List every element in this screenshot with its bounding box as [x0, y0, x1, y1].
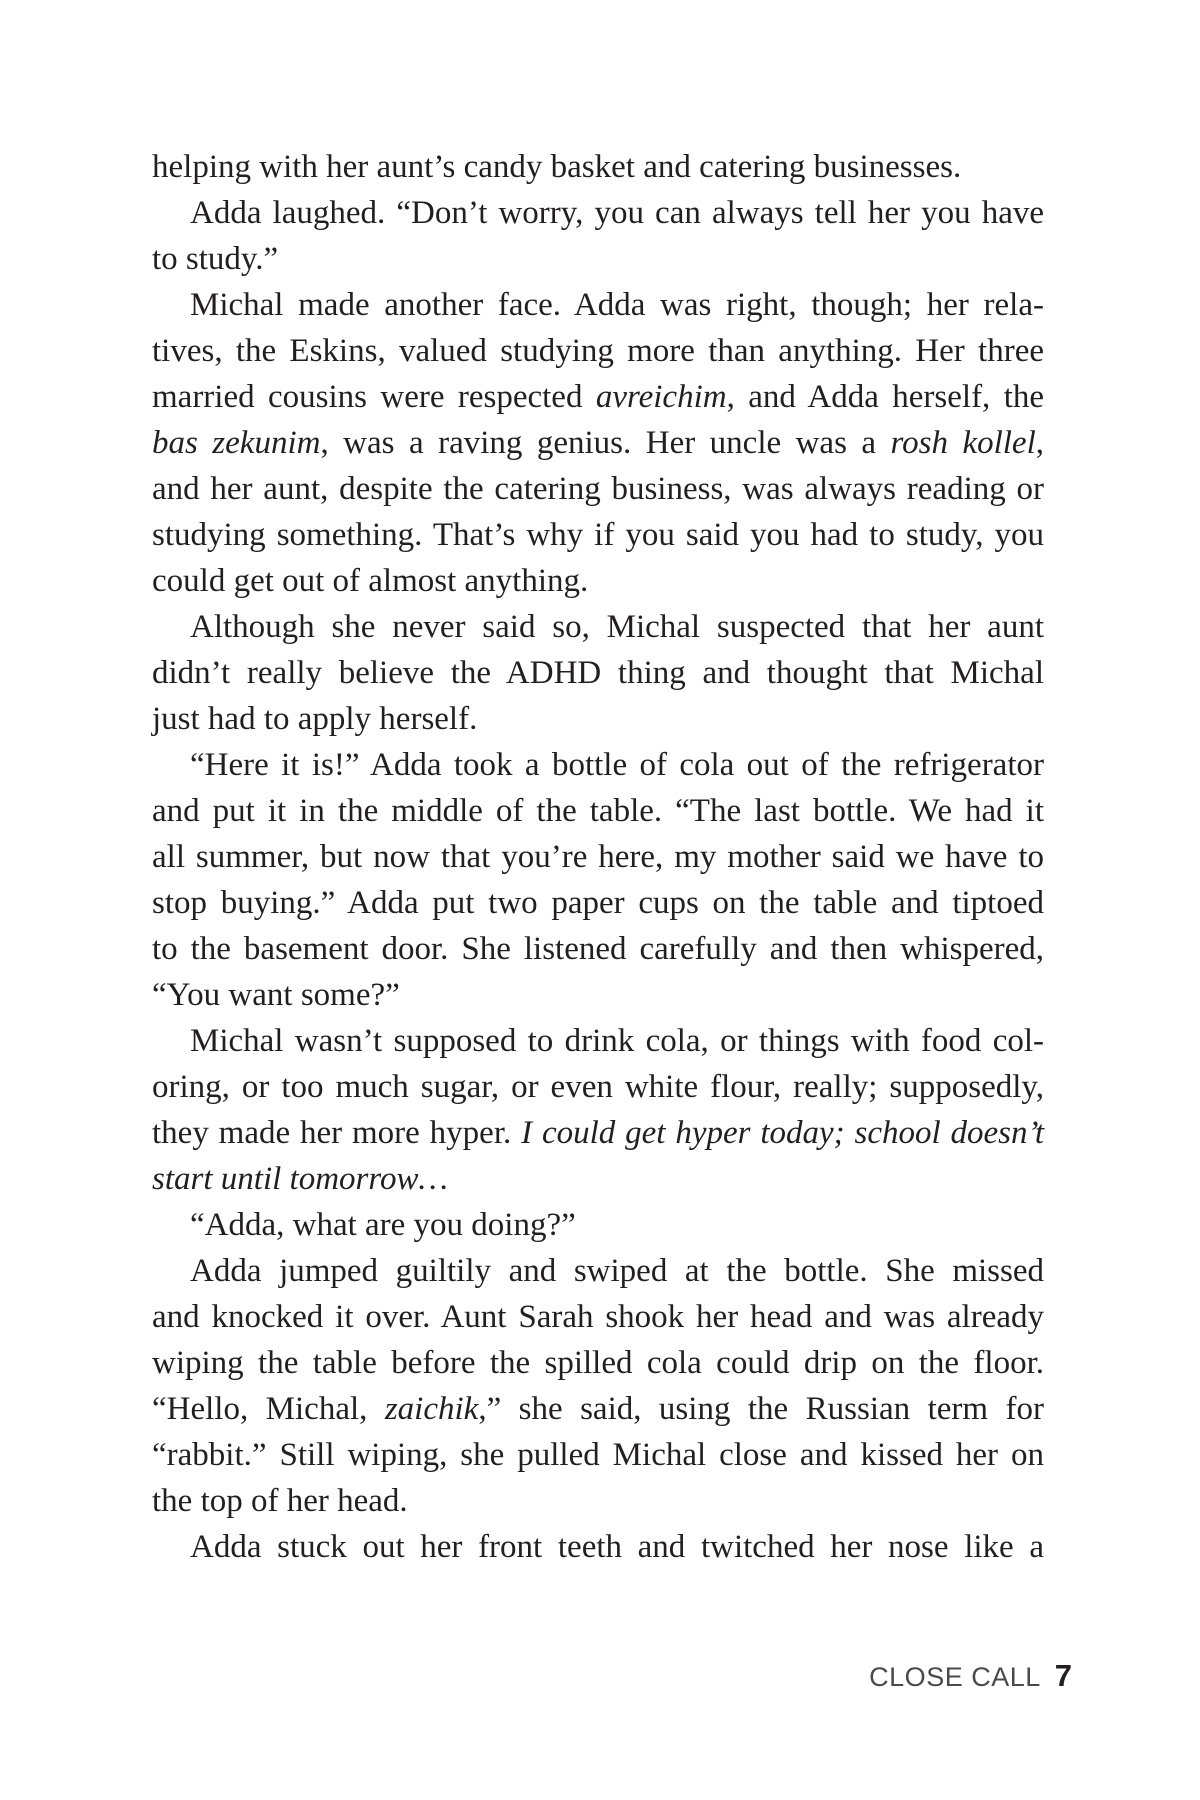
text-line: just had to apply herself. — [152, 701, 478, 737]
text-line: tives, the Eskins, valued studying more than anything. Her three — [152, 333, 1044, 369]
text-line: oring, or too much sugar, or even white flour, really; supposedly, — [152, 1069, 1044, 1105]
text-line: “Here it is!” Adda took a bottle of cola out of the refrigerator — [190, 747, 1044, 783]
text-line: didn’t really believe the ADHD thing and thought that Michal — [152, 655, 1044, 691]
text-line: and knocked it over. Aunt Sarah shook her head and was already — [152, 1299, 1044, 1335]
body-text — [152, 144, 1044, 1570]
text-run: they made her more hyper. — [152, 1115, 522, 1151]
text-line: and her aunt, despite the catering business, was always reading or — [152, 471, 1044, 507]
text-run: ,” she said, using the Russian term for — [478, 1391, 1044, 1427]
text-line: Michal wasn’t supposed to drink cola, or things with food col- — [190, 1023, 1044, 1059]
page-footer — [869, 1658, 1072, 1698]
text-line: Adda jumped guiltily and swiped at the bottle. She missed — [190, 1253, 1044, 1289]
text-line: “rabbit.” Still wiping, she pulled Michal close and kissed her on — [152, 1437, 1044, 1473]
text-line — [152, 1156, 1044, 1202]
text-run: “Hello, Michal, — [152, 1391, 385, 1427]
page-number: 7 — [1054, 1658, 1072, 1693]
text-line: helping with her aunt’s candy basket and catering businesses. — [152, 149, 962, 185]
text-line: Adda stuck out her front teeth and twitched her nose like a — [190, 1529, 1044, 1565]
text-run: , — [1035, 425, 1044, 461]
text-run: , and Adda herself, the — [726, 379, 1045, 415]
text-line: Michal made another face. Adda was right, though; her rela- — [190, 287, 1044, 323]
text-line: studying something. That’s why if you said you had to study, you — [152, 517, 1044, 553]
italic-text: I could get hyper today; school doesn’t — [521, 1115, 1044, 1151]
text-run: married cousins were respected — [152, 379, 596, 415]
text-line: stop buying.” Adda put two paper cups on the table and tiptoed — [152, 885, 1044, 921]
text-line: the top of her head. — [152, 1483, 408, 1519]
italic-text: start until tomorrow… — [152, 1161, 448, 1197]
italic-text: avreichim — [595, 379, 727, 415]
text-line: all summer, but now that you’re here, my mother said we have to — [152, 839, 1044, 875]
text-run: , was a raving genius. Her uncle was a — [320, 425, 891, 461]
text-line: Adda laughed. “Don’t worry, you can always tell her you have — [190, 195, 1044, 231]
text-line: “You want some?” — [152, 977, 400, 1013]
text-line: to study.” — [152, 241, 279, 277]
text-line: Although she never said so, Michal suspected that her aunt — [190, 609, 1044, 645]
running-head: CLOSE CALL — [869, 1662, 1041, 1692]
italic-text: bas zekunim — [152, 425, 321, 461]
text-line: could get out of almost anything. — [152, 563, 589, 599]
text-line — [152, 1386, 1044, 1432]
text-line — [152, 374, 1044, 420]
italic-text: zaichik — [384, 1391, 479, 1427]
text-line: to the basement door. She listened carefully and then whispered, — [152, 931, 1044, 967]
text-line — [152, 1110, 1044, 1156]
text-line: “Adda, what are you doing?” — [190, 1207, 576, 1243]
text-line: and put it in the middle of the table. “The last bottle. We had it — [152, 793, 1044, 829]
italic-text: rosh kollel — [890, 425, 1036, 461]
text-line — [152, 420, 1044, 466]
text-line: wiping the table before the spilled cola could drip on the floor. — [152, 1345, 1044, 1381]
